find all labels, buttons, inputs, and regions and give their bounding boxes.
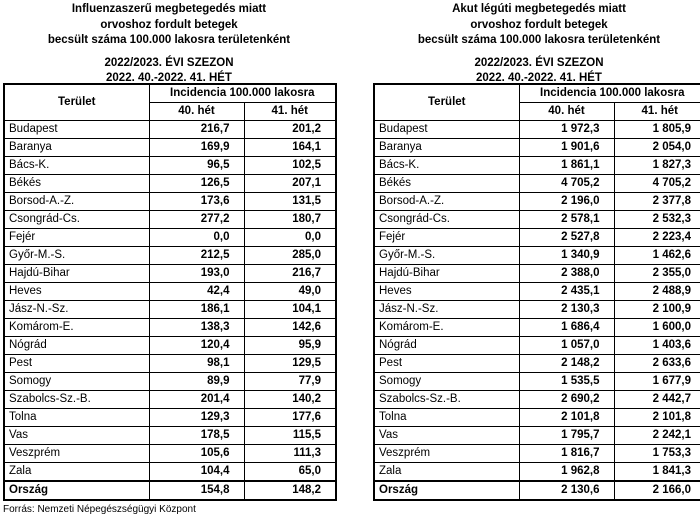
week-40-value: 96,5 [149, 157, 244, 175]
week-40-value: 42,4 [149, 283, 244, 301]
acute-title-line-2: orvoshoz fordult betegek [470, 18, 608, 31]
area-cell: Komárom-E. [4, 319, 149, 337]
week-40-value: 186,1 [149, 301, 244, 319]
week-41-header: 41. hét [614, 103, 700, 121]
influenza-title-line-3: becsült száma 100.000 lakosra területenként [47, 34, 291, 46]
week-41-value: 177,6 [244, 409, 336, 427]
week-40-value: 201,4 [149, 391, 244, 409]
area-cell: Csongrád-Cs. [374, 211, 519, 229]
week-41-value: 1 403,6 [614, 337, 700, 355]
week-41-value: 2 100,9 [614, 301, 700, 319]
table-row [374, 283, 700, 301]
influenza-table-body [4, 121, 336, 501]
week-40-header: 40. hét [149, 103, 244, 121]
week-41-value: 95,9 [244, 337, 336, 355]
area-cell: Jász-N.-Sz. [4, 301, 149, 319]
week-40-value: 120,4 [149, 337, 244, 355]
area-cell: Pest [4, 355, 149, 373]
table-row [374, 229, 700, 247]
area-cell: Veszprém [374, 445, 519, 463]
table-row [4, 157, 336, 175]
total-row [4, 481, 336, 500]
week-41-value: 2 488,9 [614, 283, 700, 301]
area-cell: Zala [374, 463, 519, 482]
table-row [374, 463, 700, 482]
area-cell: Jász-N.-Sz. [374, 301, 519, 319]
week-40-value: 1 901,6 [519, 139, 614, 157]
table-row [374, 301, 700, 319]
week-40-value: 129,3 [149, 409, 244, 427]
table-row [374, 175, 700, 193]
table-row [374, 355, 700, 373]
table-row [374, 427, 700, 445]
area-cell: Zala [4, 463, 149, 482]
week-40-value: 178,5 [149, 427, 244, 445]
acute-season: 2022/2023. ÉVI SZEZON [474, 56, 604, 69]
week-41-value: 207,1 [244, 175, 336, 193]
week-40-value: 1 795,7 [519, 427, 614, 445]
table-row [4, 355, 336, 373]
table-row [4, 409, 336, 427]
week-41-value: 1 600,0 [614, 319, 700, 337]
week-40-value: 1 686,4 [519, 319, 614, 337]
week-41-value: 142,6 [244, 319, 336, 337]
total-week-41-value: 2 166,0 [614, 481, 700, 500]
week-41-value: 4 705,2 [614, 175, 700, 193]
week-40-value: 1 340,9 [519, 247, 614, 265]
week-41-value: 164,1 [244, 139, 336, 157]
week-41-value: 1 841,3 [614, 463, 700, 482]
week-41-value: 111,3 [244, 445, 336, 463]
table-row [4, 445, 336, 463]
week-40-value: 105,6 [149, 445, 244, 463]
table-row [374, 409, 700, 427]
influenza-week-range: 2022. 40.-2022. 41. HÉT [106, 72, 232, 84]
week-41-value: 1 805,9 [614, 121, 700, 139]
week-40-value: 2 101,8 [519, 409, 614, 427]
acute-week-range: 2022. 40.-2022. 41. HÉT [476, 72, 602, 84]
area-cell: Nógrád [374, 337, 519, 355]
table-row [4, 229, 336, 247]
week-41-header: 41. hét [244, 103, 336, 121]
table-row [4, 139, 336, 157]
table-row [374, 211, 700, 229]
table-row [374, 193, 700, 211]
week-41-value: 216,7 [244, 265, 336, 283]
week-41-value: 2 101,8 [614, 409, 700, 427]
area-cell: Vas [4, 427, 149, 445]
table-row [374, 265, 700, 283]
area-cell: Fejér [4, 229, 149, 247]
incidence-header: Incidencia 100.000 lakosra [149, 84, 336, 103]
table-row [4, 301, 336, 319]
week-40-value: 2 435,1 [519, 283, 614, 301]
week-41-value: 2 442,7 [614, 391, 700, 409]
table-row [374, 157, 700, 175]
week-41-value: 2 377,8 [614, 193, 700, 211]
table-row [374, 319, 700, 337]
week-40-value: 2 527,8 [519, 229, 614, 247]
total-week-40-value: 2 130,6 [519, 481, 614, 500]
area-cell: Komárom-E. [374, 319, 519, 337]
table-row [4, 193, 336, 211]
influenza-header [3, 0, 335, 84]
table-row [374, 139, 700, 157]
area-cell: Hajdú-Bihar [374, 265, 519, 283]
week-41-value: 2 355,0 [614, 265, 700, 283]
area-cell: Somogy [4, 373, 149, 391]
area-cell: Budapest [4, 121, 149, 139]
area-cell: Hajdú-Bihar [4, 265, 149, 283]
table-row [4, 211, 336, 229]
area-cell: Vas [374, 427, 519, 445]
week-40-value: 4 705,2 [519, 175, 614, 193]
area-cell: Baranya [374, 139, 519, 157]
week-40-header: 40. hét [519, 103, 614, 121]
area-cell: Bács-K. [374, 157, 519, 175]
week-41-value: 77,9 [244, 373, 336, 391]
week-41-value: 1 462,6 [614, 247, 700, 265]
acute-respiratory-table-body [374, 121, 700, 501]
area-cell: Győr-M.-S. [374, 247, 519, 265]
week-40-value: 2 130,3 [519, 301, 614, 319]
area-cell: Győr-M.-S. [4, 247, 149, 265]
table-row [374, 247, 700, 265]
area-column-header: Terület [374, 84, 519, 121]
week-40-value: 1 962,8 [519, 463, 614, 482]
week-40-value: 2 388,0 [519, 265, 614, 283]
area-cell: Pest [374, 355, 519, 373]
week-41-value: 115,5 [244, 427, 336, 445]
area-cell: Békés [4, 175, 149, 193]
week-40-value: 89,9 [149, 373, 244, 391]
week-41-value: 1 677,9 [614, 373, 700, 391]
week-41-value: 1 827,3 [614, 157, 700, 175]
week-40-value: 104,4 [149, 463, 244, 482]
table-row [4, 265, 336, 283]
area-cell: Fejér [374, 229, 519, 247]
week-41-value: 65,0 [244, 463, 336, 482]
week-40-value: 1 057,0 [519, 337, 614, 355]
source-note: Forrás: Nemzeti Népegészségügyi Központ [3, 504, 196, 515]
week-40-value: 126,5 [149, 175, 244, 193]
incidence-header: Incidencia 100.000 lakosra [519, 84, 700, 103]
week-41-value: 2 532,3 [614, 211, 700, 229]
week-41-value: 2 633,6 [614, 355, 700, 373]
table-row [4, 391, 336, 409]
total-area-cell: Ország [4, 481, 149, 500]
week-40-value: 0,0 [149, 229, 244, 247]
area-cell: Somogy [374, 373, 519, 391]
area-column-header: Terület [4, 84, 149, 121]
total-area-cell: Ország [374, 481, 519, 500]
table-row [4, 373, 336, 391]
table-row [4, 247, 336, 265]
week-41-value: 0,0 [244, 229, 336, 247]
acute-respiratory-header [373, 0, 700, 84]
area-cell: Szabolcs-Sz.-B. [4, 391, 149, 409]
table-row [374, 373, 700, 391]
acute-title-line-1: Akut légúti megbetegedés miatt [452, 3, 626, 15]
week-41-value: 201,2 [244, 121, 336, 139]
week-41-value: 104,1 [244, 301, 336, 319]
week-40-value: 1 861,1 [519, 157, 614, 175]
week-41-value: 140,2 [244, 391, 336, 409]
area-cell: Budapest [374, 121, 519, 139]
week-40-value: 138,3 [149, 319, 244, 337]
table-row [374, 337, 700, 355]
acute-title-line-3: becsült száma 100.000 lakosra területenként [417, 34, 661, 46]
influenza-season: 2022/2023. ÉVI SZEZON [104, 56, 234, 69]
area-cell: Veszprém [4, 445, 149, 463]
week-40-value: 193,0 [149, 265, 244, 283]
week-40-value: 212,5 [149, 247, 244, 265]
area-cell: Csongrád-Cs. [4, 211, 149, 229]
table-row [4, 175, 336, 193]
influenza-table [3, 83, 337, 501]
week-41-value: 2 223,4 [614, 229, 700, 247]
table-row [4, 337, 336, 355]
week-41-value: 129,5 [244, 355, 336, 373]
influenza-title-line-2: orvoshoz fordult betegek [100, 18, 238, 31]
table-row [374, 391, 700, 409]
week-40-value: 2 578,1 [519, 211, 614, 229]
week-40-value: 216,7 [149, 121, 244, 139]
area-cell: Tolna [374, 409, 519, 427]
total-row [374, 481, 700, 500]
week-41-value: 1 753,3 [614, 445, 700, 463]
table-row [4, 463, 336, 482]
week-40-value: 1 535,5 [519, 373, 614, 391]
week-41-value: 102,5 [244, 157, 336, 175]
week-41-value: 285,0 [244, 247, 336, 265]
influenza-panel [3, 0, 335, 496]
table-row [374, 445, 700, 463]
week-40-value: 173,6 [149, 193, 244, 211]
area-cell: Baranya [4, 139, 149, 157]
week-40-value: 98,1 [149, 355, 244, 373]
area-cell: Heves [374, 283, 519, 301]
area-cell: Bács-K. [4, 157, 149, 175]
table-row [4, 427, 336, 445]
week-40-value: 2 690,2 [519, 391, 614, 409]
acute-respiratory-table [373, 83, 700, 501]
week-41-value: 2 054,0 [614, 139, 700, 157]
acute-respiratory-panel [373, 0, 700, 496]
week-40-value: 169,9 [149, 139, 244, 157]
table-row [4, 121, 336, 139]
area-cell: Békés [374, 175, 519, 193]
table-row [4, 283, 336, 301]
area-cell: Nógrád [4, 337, 149, 355]
table-row [374, 121, 700, 139]
week-41-value: 131,5 [244, 193, 336, 211]
week-40-value: 2 148,2 [519, 355, 614, 373]
week-41-value: 2 242,1 [614, 427, 700, 445]
week-40-value: 277,2 [149, 211, 244, 229]
influenza-title-line-1: Influenzaszerű megbetegedés miatt [71, 3, 267, 15]
table-row [4, 319, 336, 337]
week-41-value: 180,7 [244, 211, 336, 229]
area-cell: Tolna [4, 409, 149, 427]
area-cell: Borsod-A.-Z. [4, 193, 149, 211]
area-cell: Szabolcs-Sz.-B. [374, 391, 519, 409]
week-40-value: 1 816,7 [519, 445, 614, 463]
area-cell: Heves [4, 283, 149, 301]
area-cell: Borsod-A.-Z. [374, 193, 519, 211]
week-41-value: 49,0 [244, 283, 336, 301]
total-week-41-value: 148,2 [244, 481, 336, 500]
total-week-40-value: 154,8 [149, 481, 244, 500]
week-40-value: 1 972,3 [519, 121, 614, 139]
week-40-value: 2 196,0 [519, 193, 614, 211]
